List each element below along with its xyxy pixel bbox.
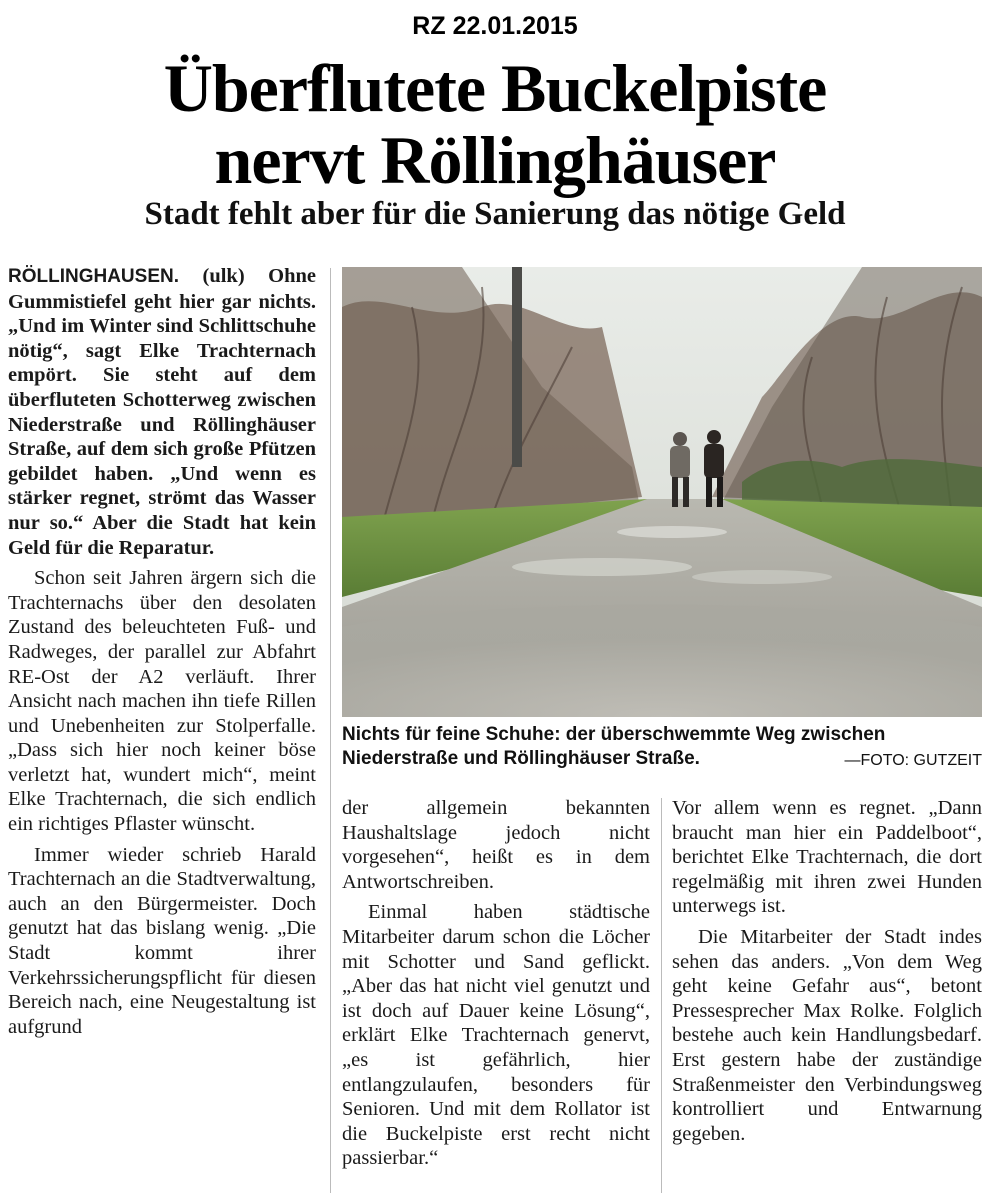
- article-paragraph: Immer wieder schrieb Harald Trachternach an die Stadtverwaltung, auch an den Bürgermeister. Doch genutzt hat das bislang wenig. „Die Stadt kommt ihrer Verkehrssicherungspflicht für diesen Bereich nach, eine Neugestaltung ist aufgrund: [8, 843, 316, 1038]
- article-paragraph: Schon seit Jahren ärgern sich die Trachternachs über den desolaten Zustand des beleuchteten Fuß- und Radweges, der parallel zur Abfahrt RE-Ost der A2 verläuft. Ihrer Ansicht nach machen ihn tiefe Rillen und Unebenheiten zur Stolperfalle. „Dass sich hier noch keiner böse verletzt hat, wundert mich“, meint Elke Trachternach, die sich endlich ein richtiges Pflaster wünscht.: [8, 567, 316, 836]
- lead-text: (ulk) Ohne Gummistiefel geht hier gar nichts. „Und im Winter sind Schlittschuhe nötig“, sagt Elke Trachternach empört. Sie steht auf dem überfluteten Schotterweg zwischen Niederstraße und Röllinghäuser Straße, auf dem sich große Pfützen gebildet haben. „Und wenn es stärker regnet, strömt das Wasser nur so.“ Aber die Stadt hat kein Geld für die Reparatur.: [8, 265, 316, 559]
- photo-credit: —FOTO: GUTZEIT: [844, 752, 982, 769]
- headline-line-2: nervt Röllinghäuser: [214, 122, 776, 198]
- subheadline: Stadt fehlt aber für die Sanierung das nötige Geld: [144, 196, 846, 232]
- article-column-2: [342, 796, 650, 1177]
- column-divider: [330, 268, 331, 1193]
- column-divider: [661, 798, 662, 1193]
- article-paragraph: der allgemein bekannten Haushaltslage jedoch nicht vorgesehen“, heißt es in dem Antwortschreiben.: [342, 797, 650, 893]
- article-paragraph: Die Mitarbeiter der Stadt indes sehen das anders. „Von dem Weg geht keine Gefahr aus“, betont Pressesprecher Max Rolke. Folglich bestehe auch kein Handlungsbedarf. Erst gestern habe der zuständige Straßenmeister den Verbindungsweg kontrolliert und Entwarnung gegeben.: [672, 925, 982, 1145]
- caption-text: Nichts für feine Schuhe: der überschwemmte Weg zwischen Niederstraße und Röllinghäuser Straße.: [342, 724, 886, 769]
- path-photo-illustration: [342, 267, 982, 717]
- dateline: RZ 22.01.2015: [412, 12, 578, 40]
- photo-caption: [342, 723, 982, 773]
- article-paragraph: Vor allem wenn es regnet. „Dann braucht man hier ein Paddelboot“, berichtet Elke Trachternach, die dort regelmäßig mit ihren zwei Hunden unterwegs ist.: [672, 797, 982, 918]
- article-column-1: [8, 264, 316, 1045]
- article-photo: [342, 267, 982, 717]
- article-column-3: [672, 796, 982, 1152]
- headline: [0, 52, 990, 196]
- headline-line-1: Überflutete Buckelpiste: [163, 50, 827, 126]
- article-paragraph: Einmal haben städtische Mitarbeiter darum schon die Löcher mit Schotter und Sand geflickt. „Aber das hat nicht viel genutzt und ist doch auf Dauer keine Lösung“, erklärt Elke Trachternach genervt, „es ist gefährlich, hier entlangzulaufen, besonders für Senioren. Und mit dem Rollator ist die Buckelpiste erst recht nicht passierbar.“: [342, 901, 650, 1170]
- location-kicker: RÖLLINGHAUSEN.: [8, 266, 179, 287]
- article-lead: [8, 264, 316, 560]
